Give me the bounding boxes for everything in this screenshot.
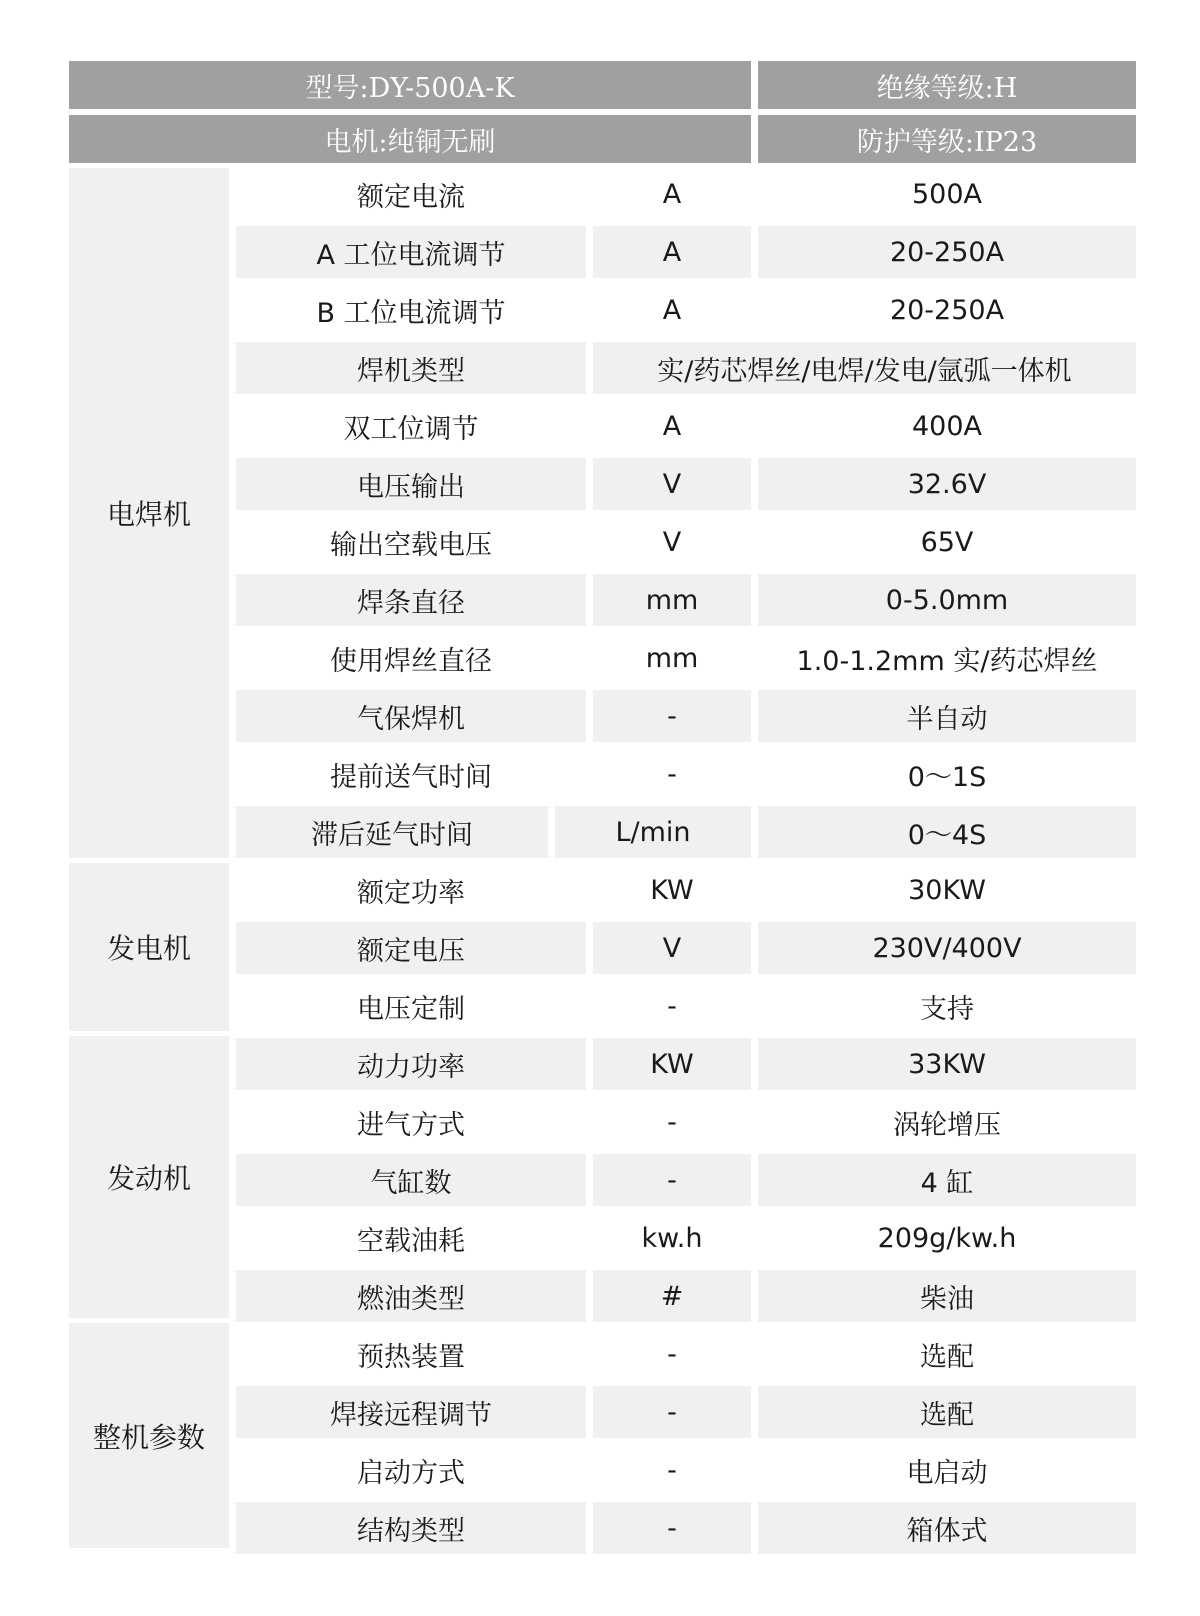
param-unit: L/min [555,806,751,858]
param-name: 滞后延气时间 [236,806,548,858]
param-value: 32.6V [758,458,1136,510]
spec-header-insulation: 绝缘等级:H [758,61,1136,109]
param-name: 额定电压 [236,922,586,974]
param-value: 230V/400V [758,922,1136,974]
param-name: 焊机类型 [236,342,586,394]
param-value: 选配 [920,1341,974,1373]
param-value: 0-5.0mm [758,574,1136,626]
group-label: 发电机 [69,863,229,1031]
param-name: 提前送气时间 [330,761,492,793]
param-unit: V [662,526,682,558]
param-unit: A [593,226,751,278]
param-value: 20-250A [758,226,1136,278]
param-name: 结构类型 [236,1502,586,1554]
param-unit: - [593,1502,751,1554]
param-name: 焊接远程调节 [236,1386,586,1438]
param-unit: - [667,1106,677,1138]
group-label: 电焊机 [69,168,229,858]
param-value: 实/药芯焊丝/电焊/发电/氩弧一体机 [593,342,1136,394]
param-value: 400A [911,410,982,442]
param-name: 空载油耗 [357,1225,465,1257]
param-unit: - [593,1386,751,1438]
param-value: 4 缸 [758,1154,1136,1206]
param-name: 双工位调节 [343,413,479,445]
param-name: 电压定制 [357,993,465,1025]
param-name: B 工位电流调节 [316,297,506,329]
param-value: 选配 [758,1386,1136,1438]
param-name: 动力功率 [236,1038,586,1090]
param-unit: - [667,1338,677,1370]
param-unit: - [667,990,677,1022]
param-unit: mm [645,642,699,674]
param-name: 预热装置 [357,1341,465,1373]
param-value: 半自动 [758,690,1136,742]
spec-header-protection: 防护等级:IP23 [758,115,1136,163]
param-unit: - [593,1154,751,1206]
param-unit: mm [593,574,751,626]
param-name: 焊条直径 [236,574,586,626]
param-unit: kw.h [641,1222,703,1254]
param-name: 电压输出 [236,458,586,510]
spec-header-motor: 电机:纯铜无刷 [69,115,751,163]
param-name: 额定功率 [357,877,465,909]
param-name: 启动方式 [357,1457,465,1489]
param-unit: KW [593,1038,751,1090]
param-value: 33KW [758,1038,1136,1090]
param-name: 额定电流 [357,181,465,213]
param-name: 气缸数 [236,1154,586,1206]
param-value: 箱体式 [758,1502,1136,1554]
param-unit: - [667,1454,677,1486]
param-unit: A [662,410,682,442]
param-unit: # [593,1270,751,1322]
param-name: 输出空载电压 [330,529,492,561]
param-value: 20-250A [889,294,1005,326]
group-label: 整机参数 [69,1323,229,1548]
spec-header-model: 型号:DY-500A-K [69,61,751,109]
param-unit: V [593,922,751,974]
param-unit: A [662,178,682,210]
param-unit: - [667,758,677,790]
param-value: 电启动 [906,1457,988,1489]
param-name: 燃油类型 [236,1270,586,1322]
param-unit: KW [650,874,694,906]
param-value: 0～1S [907,761,987,793]
param-name: A 工位电流调节 [236,226,586,278]
param-value: 500A [911,178,982,210]
param-value: 柴油 [758,1270,1136,1322]
param-value: 0～4S [758,806,1136,858]
param-value: 65V [920,526,974,558]
param-value: 支持 [920,993,974,1025]
group-label: 发动机 [69,1036,229,1318]
param-unit: A [662,294,682,326]
param-unit: V [593,458,751,510]
param-value: 1.0-1.2mm 实/药芯焊丝 [796,645,1098,677]
param-unit: - [593,690,751,742]
param-name: 使用焊丝直径 [330,645,492,677]
param-value: 30KW [908,874,986,906]
param-value: 209g/kw.h [877,1222,1017,1254]
param-name: 进气方式 [357,1109,465,1141]
param-name: 气保焊机 [236,690,586,742]
param-value: 涡轮增压 [893,1109,1001,1141]
